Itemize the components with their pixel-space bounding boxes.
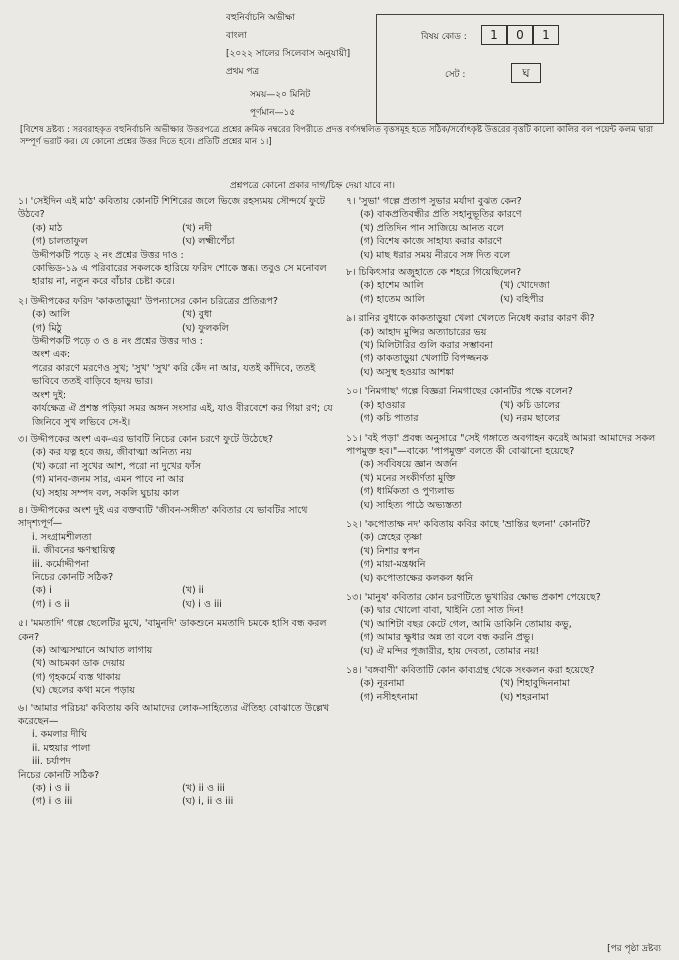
q8-option-b: (খ) খোদেজা bbox=[500, 280, 550, 292]
code-digit-2: 0 bbox=[507, 25, 533, 45]
q7-option-b: (খ) প্রতিদিন পান সাজিয়ে আনত বলে bbox=[360, 222, 504, 234]
q14-option-b: (খ) শিহাবুদ্দিননামা bbox=[500, 678, 570, 690]
q6-statement-ii: ii. মহুয়ার পালা bbox=[32, 742, 91, 754]
part-two-title: অংশ দুই: bbox=[32, 389, 67, 401]
question-13: ১৩। 'মানুষ' কবিতার কোন চরণটিতে ভুখারির ক্ষোভ প্রকাশ পেয়েছে? bbox=[346, 591, 601, 603]
stem-instruction-1: উদ্দীপকটি পড়ে ২ নং প্রশ্নের উত্তর দাও : bbox=[32, 249, 184, 261]
q12-option-a: (ক) স্নেহের তৃষ্ণা bbox=[360, 532, 423, 544]
question-9: ৯। রানির বুধাকে কাকতাড়ুয়া খেলা খেলতে নিষেধ করার কারণ কী? bbox=[346, 313, 595, 325]
right-column bbox=[346, 195, 664, 704]
q14-option-a: (ক) নূরনামা bbox=[360, 678, 405, 690]
question-8: ৮। চিকিৎসার অজুহাতে কে শহরে গিয়েছিলেন? bbox=[346, 267, 522, 279]
set-value: ঘ bbox=[511, 63, 541, 83]
q1-option-b: (খ) নদী bbox=[182, 222, 213, 234]
q12-option-d: (ঘ) কপোতাক্ষের কলকল ধ্বনি bbox=[360, 572, 474, 584]
q4-statement-ii: ii. জীবনের ক্ষণস্থায়িত্ব bbox=[32, 545, 116, 557]
q12-option-c: (গ) মায়া-মন্ত্রধ্বনি bbox=[360, 559, 426, 571]
subject-name: বাংলা bbox=[226, 31, 247, 41]
question-6: ৬। 'আমার পরিচয়' কবিতায় কবি আমাদের লোক-সাহিত্যের ঐতিহ্য বোঝাতে উল্লেখ করেছেন— bbox=[18, 702, 330, 728]
question-5: ৫। 'মমতাদি' গল্পে ছেলেটির মুখে, 'বামুনদি' ডাকশুনে মমতাদি চমকে হাসি বন্ধ করল কেন? bbox=[18, 618, 327, 643]
code-digit-1: 1 bbox=[481, 25, 507, 45]
full-marks: পূর্ণমান—১৫ bbox=[250, 108, 296, 118]
question-12: ১২। 'কপোতাক্ষ নদ' কবিতায় কবির কাছে 'ভ্রান্তির ছলনা' কোনটি? bbox=[346, 518, 591, 530]
q2-option-d: (ঘ) ফুলকলি bbox=[182, 322, 229, 334]
question-11: ১১। 'বই পড়া' প্রবন্ধ অনুসারে "সেই গঙ্গাতে অবগাহন করেই আমরা আমাদের সকল পাপমুক্ত হব।"—বাক্যে 'পাপমুক্ত' বলতে কী বোঝানো হয়েছে? bbox=[346, 432, 656, 457]
time-limit: সময়—২০ মিনিট bbox=[250, 90, 311, 100]
part-one-title: অংশ এক: bbox=[32, 349, 71, 361]
q10-option-a: (ক) হাওয়ার bbox=[360, 399, 406, 411]
q7-option-c: (গ) বিশেষ কাজে সাহায্য করার কারণে bbox=[360, 236, 503, 248]
q13-option-c: (গ) আমার ক্ষুধার অন্ন তা বলে বন্ধ করনি প্রভু। bbox=[360, 632, 534, 644]
code-box bbox=[376, 14, 664, 124]
q5-option-b: (খ) আচমকা ডাক দেয়ায় bbox=[32, 658, 125, 670]
q13-option-b: (খ) আশিটা বছর কেটে গেল, আমি ডাকিনি তোমায় কভু, bbox=[360, 618, 572, 630]
exam-header bbox=[226, 12, 350, 120]
q3-option-a: (ক) কর যত্ন হবে জয়, জীবাত্মা অনিত্য নয় bbox=[32, 447, 192, 459]
q8-option-d: (ঘ) বহিপীর bbox=[500, 293, 544, 305]
q1-option-d: (ঘ) লক্ষ্মীপেঁচা bbox=[182, 236, 235, 248]
q2-option-a: (ক) আলি bbox=[32, 309, 70, 321]
part-two-text: কার্যক্ষেত্র ঐ প্রশস্ত পড়িয়া সমর অঙ্গন সংসার এই, যাও বীরবেশে কর গিয়া রণ; যে জিনিবে সুখ লভিবে সে-ই। bbox=[32, 403, 333, 428]
q2-option-c: (গ) মিঠু bbox=[32, 322, 62, 334]
question-4: ৪। উদ্দীপকের অংশ দুই এর বক্তব্যটি 'জীবন-সঙ্গীত' কবিতার যে ভাবটির সাথে সাদৃশ্যপূর্ণ— bbox=[18, 504, 308, 530]
paper-name: প্রথম পত্র bbox=[226, 67, 260, 77]
part-one-text: পরের কারণে মরণেও সুখ; 'সুখ' 'সুখ' করি কেঁদ না আর, যতই কাঁদিবে, ততই ভাবিবে ততই বাড়িবে হৃদয় ভার। bbox=[32, 362, 316, 388]
stem-text-1: কোভিড-১৯ এ পরিবারের সকলকে হারিয়ে ফরিদ শোকে স্তব্ধ। তবুও সে মনোবল হারায় না, নতুন করে বাঁচার চেষ্টা করে। bbox=[32, 263, 327, 288]
q10-option-b: (খ) কচি ডালের bbox=[500, 399, 561, 411]
question-10: ১০। 'নিমগাছ' গল্পে বিজ্ঞরা নিমগাছের কোনটির পক্ষে বলেন? bbox=[346, 386, 573, 398]
q5-option-a: (ক) আত্মসম্মানে আঘাত লাগায় bbox=[32, 645, 153, 656]
q4-option-c: (গ) i ও ii bbox=[32, 598, 70, 610]
code-digit-3: 1 bbox=[533, 25, 559, 45]
q11-option-b: (খ) মনের সংকীর্ণতা মুক্তি bbox=[360, 472, 456, 484]
q2-option-b: (খ) বুধা bbox=[182, 309, 213, 321]
q7-option-d: (ঘ) মাছ ধরার সময় নীরবে সঙ্গ দিত বলে bbox=[360, 249, 511, 261]
q4-statement-iii: iii. কর্মোদ্দীপনা bbox=[32, 558, 90, 570]
q5-option-c: (গ) গৃহকর্মে ব্যস্ত থাকায় bbox=[32, 671, 121, 683]
q10-option-d: (ঘ) নরম ছালের bbox=[500, 413, 561, 425]
left-column bbox=[18, 195, 340, 809]
special-notice: [বিশেষ দ্রষ্টব্য : সরবরাহকৃত বহুনির্বাচনি অভীক্ষার উত্তরপত্রে প্রশ্নের ক্রমিক নম্বরের বিপরীতে প্রদত্ত বর্ণসম্বলিত বৃত্তসমূহ হতে সঠিক/সর্বোৎকৃষ্ট উত্তরের বৃত্তটি কালো কালির বল পয়েন্ট কলম দ্বারা সম্পূর্ণ ভরাট কর। যে কোনো প্রশ্নের উত্তর দিতে হবে। প্রতিটি প্রশ্নের মান ১।] bbox=[20, 125, 654, 147]
q11-option-d: (ঘ) সাহিত্য পাঠে অভ্যস্ততা bbox=[360, 499, 462, 511]
q13-option-d: (ঘ) ঐ মন্দির পূজারীর, হায় দেবতা, তোমার নয়! bbox=[360, 645, 540, 657]
q11-option-c: (গ) ধার্মিকতা ও পুণ্যলাভ bbox=[360, 486, 455, 498]
q4-option-a: (ক) i bbox=[32, 585, 52, 597]
question-3: ৩। উদ্দীপকের অংশ এক-এর ভাবটি নিচের কোন চরণে ফুটে উঠেছে? bbox=[18, 433, 273, 445]
q6-option-d: (ঘ) i, ii ও iii bbox=[182, 796, 234, 808]
q6-option-b: (খ) ii ও iii bbox=[182, 783, 225, 795]
next-page-note: [পর পৃষ্ঠা দ্রষ্টব্য bbox=[607, 944, 661, 954]
q14-option-c: (গ) নসীহৎনামা bbox=[360, 691, 418, 703]
no-mark-note: প্রশ্নপত্রে কোনো প্রকার দাগ/চিহ্ন দেয়া যাবে না। bbox=[230, 181, 395, 191]
q11-option-a: (ক) সর্ববিষয়ে জ্ঞান অর্জন bbox=[360, 459, 458, 471]
q1-option-c: (গ) চালতাফুল bbox=[32, 236, 88, 248]
q8-option-a: (ক) হাশেম আলি bbox=[360, 280, 424, 292]
q4-which-correct: নিচের কোনটি সঠিক? bbox=[32, 571, 114, 583]
q7-option-a: (ক) বাকপ্রতিবন্ধীর প্রতি সহানুভূতির কারণে bbox=[360, 209, 522, 221]
q6-option-a: (ক) i ও ii bbox=[32, 783, 71, 795]
question-1: ১। 'সেইদিন এই মাঠ' কবিতায় কোনটি শিশিরের জলে ভিজে রহস্যময় সৌন্দর্যে ফুটে উঠবে? bbox=[18, 196, 325, 221]
q10-option-c: (গ) কচি পাতার bbox=[360, 413, 419, 425]
question-14: ১৪। 'বঙ্গবাণী' কবিতাটি কোন কাব্যগ্রন্থ থেকে সংকলন করা হয়েছে? bbox=[346, 665, 595, 676]
question-7: ৭। 'সুভা' গল্পে প্রতাপ সুভার মর্যাদা বুঝত কেন? bbox=[346, 196, 522, 207]
q6-statement-iii: iii. চর্যাপদ bbox=[32, 756, 71, 768]
q9-option-d: (ঘ) অসুস্থ হওয়ার আশঙ্কা bbox=[360, 366, 455, 378]
q5-option-d: (ঘ) ছেলের কথা মনে পড়ায় bbox=[32, 685, 135, 697]
exam-type: বহুনির্বাচনি অভীক্ষা bbox=[226, 13, 295, 23]
q8-option-c: (গ) হাতেম আলি bbox=[360, 293, 425, 305]
q3-option-c: (গ) মানব-জনম সার, এমন পাবে না আর bbox=[32, 474, 185, 486]
q9-option-a: (ক) আহাদ মুন্সির অত্যাচারের ভয় bbox=[360, 326, 487, 338]
q4-statement-i: i. সংগ্রামশীলতা bbox=[32, 531, 92, 543]
q6-statement-i: i. কমলার দীঘি bbox=[32, 729, 87, 741]
q14-option-d: (ঘ) শহরনামা bbox=[500, 691, 549, 703]
q3-option-b: (খ) করো না সুখের আশ, পরো না দুখের ফাঁস bbox=[32, 460, 201, 472]
stem-instruction-2: উদ্দীপকটি পড়ে ৩ ও ৪ নং প্রশ্নের উত্তর দাও : bbox=[32, 336, 203, 348]
syllabus-note: [২০২২ সালের সিলেবাস অনুযায়ী] bbox=[226, 49, 351, 59]
set-label: সেট : bbox=[445, 70, 466, 80]
q4-option-b: (খ) ii bbox=[182, 585, 204, 597]
q4-option-d: (ঘ) i ও iii bbox=[182, 598, 222, 610]
q6-which-correct: নিচের কোনটি সঠিক? bbox=[18, 769, 100, 781]
q9-option-b: (খ) মিলিটারির গুলি করার সম্ভাবনা bbox=[360, 340, 493, 352]
question-2: ২। উদ্দীপকের ফরিদ 'কাকতাড়ুয়া' উপন্যাসের কোন চরিত্রের প্রতিরূপ? bbox=[18, 295, 278, 307]
q9-option-c: (গ) কাকতাড়ুয়া খেলাটি বিপজ্জনক bbox=[360, 353, 489, 365]
q1-option-a: (ক) মাঠ bbox=[32, 222, 63, 234]
q3-option-d: (ঘ) সহায় সম্পদ বল, সকলি ঘুচায় কাল bbox=[32, 487, 180, 499]
q13-option-a: (ক) দ্বার খোলো বাবা, খাইনি তো সাত দিন! bbox=[360, 605, 524, 617]
q12-option-b: (খ) নিশার স্বপন bbox=[360, 545, 420, 557]
q6-option-c: (গ) i ও iii bbox=[32, 796, 73, 808]
subject-code-label: বিষয় কোড : bbox=[421, 32, 467, 42]
